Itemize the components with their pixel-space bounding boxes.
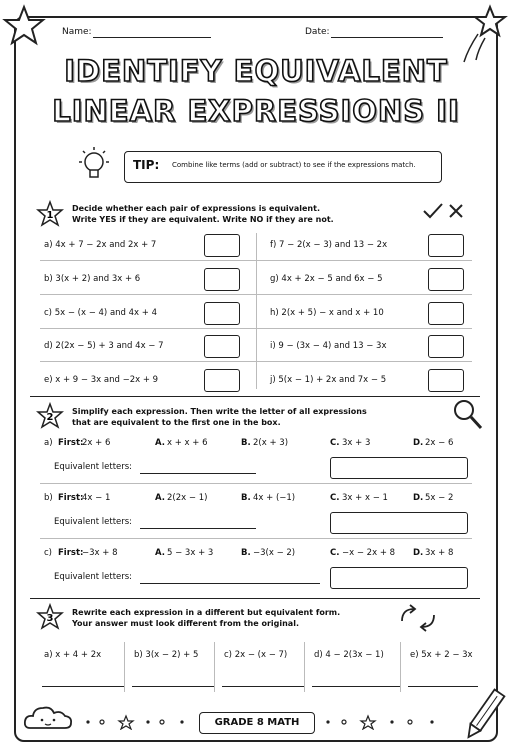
answer-box[interactable]: [330, 567, 468, 589]
option-letter: C.: [330, 548, 340, 558]
answer-box[interactable]: [204, 302, 240, 325]
first-expression: 2x + 6: [82, 438, 111, 448]
name-label: Name:: [62, 27, 92, 37]
expression-item: b) 3(x − 2) + 5: [134, 650, 199, 660]
option-expression: 4x + (−1): [253, 493, 296, 503]
first-expression: 4x − 1: [82, 493, 111, 503]
equivalent-letters-line[interactable]: [140, 473, 256, 474]
date-label: Date:: [305, 27, 330, 37]
question-text: j) 5(x − 1) + 2x and 7x − 5: [270, 375, 387, 385]
divider: [30, 396, 480, 397]
first-label: First:: [58, 493, 84, 503]
question-text: d) 2(2x − 5) + 3 and 4x − 7: [44, 341, 164, 351]
answer-box[interactable]: [428, 268, 464, 291]
item-prefix: a): [44, 438, 53, 448]
lightbulb-icon: [74, 144, 114, 188]
option-expression: 2(2x − 1): [167, 493, 208, 503]
section3-instruction-2: Your answer must look different from the original.: [72, 619, 299, 628]
answer-line[interactable]: [222, 686, 304, 687]
answer-box[interactable]: [204, 234, 240, 257]
title-line-2: LINEAR EXPRESSIONS II: [52, 94, 460, 128]
grade-badge: GRADE 8 MATH: [199, 712, 315, 734]
answer-box[interactable]: [428, 369, 464, 392]
section-number-2: 2: [46, 412, 54, 423]
pencil-icon: [462, 684, 506, 746]
star-icon: [2, 4, 46, 48]
option-letter: D.: [413, 548, 424, 558]
section1-instruction-2: Write YES if they are equivalent. Write NO if they are not.: [72, 215, 334, 224]
section2-instruction-2: that are equivalent to the first one in the box.: [72, 418, 281, 427]
section-number-1: 1: [46, 210, 54, 221]
tip-text: Combine like terms (add or subtract) to see if the expressions match.: [172, 161, 416, 169]
item-prefix: b): [44, 493, 53, 503]
question-text: b) 3(x + 2) and 3x + 6: [44, 274, 141, 284]
expression-item: e) 5x + 2 − 3x: [410, 650, 473, 660]
option-expression: x + x + 6: [167, 438, 208, 448]
option-expression: −3(x − 2): [253, 548, 296, 558]
column-divider: [304, 642, 305, 692]
question-text: f) 7 − 2(x − 3) and 13 − 2x: [270, 240, 388, 250]
date-line[interactable]: [331, 37, 443, 38]
column-divider: [124, 642, 125, 692]
rotate-arrows-icon: [396, 603, 440, 633]
expression-item: a) x + 4 + 2x: [44, 650, 102, 660]
tip-label: TIP:: [133, 158, 160, 172]
option-expression: 3x + x − 1: [342, 493, 388, 503]
option-letter: C.: [330, 438, 340, 448]
magnifier-icon: [450, 397, 484, 431]
first-label: First:: [58, 438, 84, 448]
option-expression: 5 − 3x + 3: [167, 548, 214, 558]
question-text: a) 4x + 7 − 2x and 2x + 7: [44, 240, 157, 250]
section1-instruction-1: Decide whether each pair of expressions is equivalent.: [72, 204, 320, 213]
answer-box[interactable]: [428, 302, 464, 325]
section2-instruction-1: Simplify each expression. Then write the letter of all expressions: [72, 407, 367, 416]
equivalent-letters-label: Equivalent letters:: [54, 462, 133, 472]
option-expression: 5x − 2: [425, 493, 454, 503]
section3-instruction-1: Rewrite each expression in a different but equivalent form.: [72, 608, 341, 617]
dots-decoration: [320, 714, 450, 730]
question-text: h) 2(x + 5) − x and x + 10: [270, 308, 384, 318]
equivalent-letters-label: Equivalent letters:: [54, 517, 133, 527]
option-expression: 2(x + 3): [253, 438, 289, 448]
option-expression: 2x − 6: [425, 438, 454, 448]
check-cross-icon: [420, 200, 468, 222]
name-line[interactable]: [93, 37, 211, 38]
column-divider: [214, 642, 215, 692]
equivalent-letters-line[interactable]: [140, 583, 320, 584]
section-number-3: 3: [46, 613, 54, 624]
equivalent-letters-line[interactable]: [140, 528, 256, 529]
option-letter: A.: [155, 548, 165, 558]
expression-item: c) 2x − (x − 7): [224, 650, 288, 660]
first-expression: −3x + 8: [82, 548, 118, 558]
answer-line[interactable]: [42, 686, 124, 687]
answer-box[interactable]: [204, 335, 240, 358]
row-separator: [40, 538, 472, 539]
answer-box[interactable]: [204, 268, 240, 291]
option-letter: B.: [241, 493, 251, 503]
question-text: i) 9 − (3x − 4) and 13 − 3x: [270, 341, 387, 351]
answer-box[interactable]: [204, 369, 240, 392]
option-letter: B.: [241, 548, 251, 558]
question-text: e) x + 9 − 3x and −2x + 9: [44, 375, 159, 385]
title-line-1: IDENTIFY EQUIVALENT: [64, 54, 448, 88]
question-text: g) 4x + 2x − 5 and 6x − 5: [270, 274, 383, 284]
answer-box[interactable]: [330, 512, 468, 534]
question-text: c) 5x − (x − 4) and 4x + 4: [44, 308, 158, 318]
section-badge-2: [36, 402, 64, 430]
option-letter: B.: [241, 438, 251, 448]
option-expression: 3x + 3: [342, 438, 371, 448]
option-letter: D.: [413, 493, 424, 503]
option-letter: C.: [330, 493, 340, 503]
equivalent-letters-label: Equivalent letters:: [54, 572, 133, 582]
answer-box[interactable]: [428, 335, 464, 358]
divider: [30, 598, 480, 599]
section-badge-1: [36, 200, 64, 228]
item-prefix: c): [44, 548, 52, 558]
answer-line[interactable]: [312, 686, 400, 687]
option-expression: −x − 2x + 8: [342, 548, 396, 558]
option-letter: D.: [413, 438, 424, 448]
answer-box[interactable]: [330, 457, 468, 479]
section-badge-3: [36, 603, 64, 631]
expression-item: d) 4 − 2(3x − 1): [314, 650, 384, 660]
option-letter: A.: [155, 438, 165, 448]
answer-box[interactable]: [428, 234, 464, 257]
cloud-icon: [22, 700, 74, 734]
answer-line[interactable]: [132, 686, 214, 687]
row-separator: [40, 483, 472, 484]
dots-decoration: [82, 714, 192, 730]
option-expression: 3x + 8: [425, 548, 454, 558]
column-divider: [256, 233, 257, 389]
option-letter: A.: [155, 493, 165, 503]
first-label: First:: [58, 548, 84, 558]
column-divider: [400, 642, 401, 692]
